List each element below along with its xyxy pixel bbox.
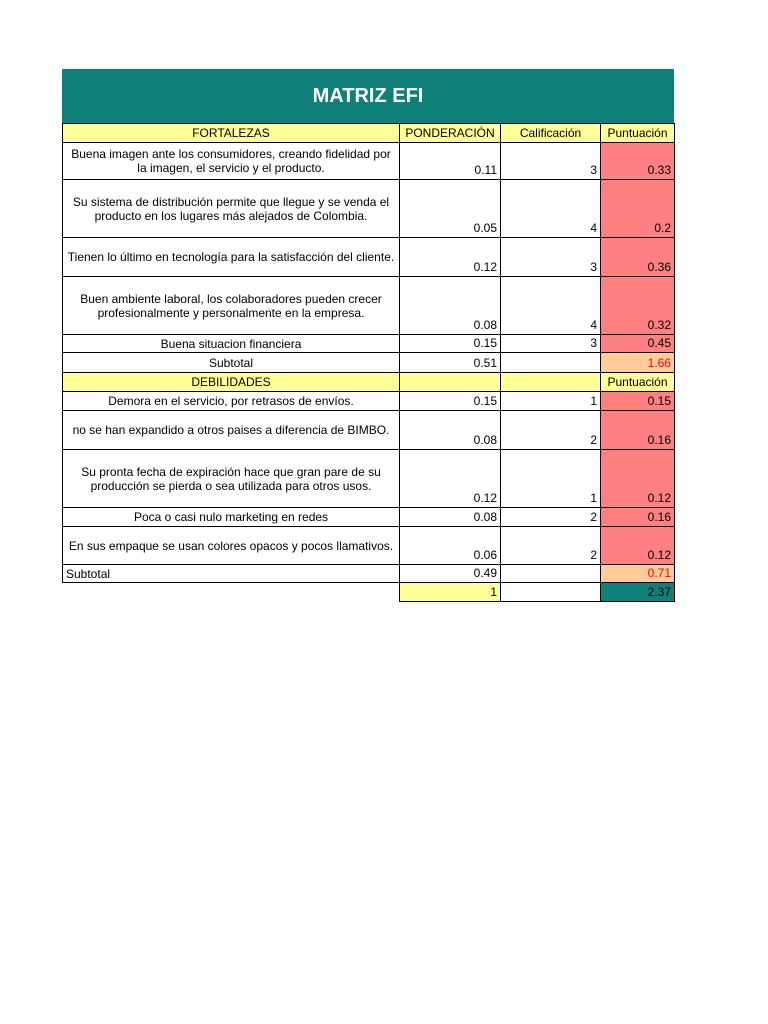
table-row [63,392,675,411]
fortaleza-calificacion: 4 [501,277,601,335]
fortaleza-calificacion: 3 [501,335,601,353]
table-row [63,335,675,353]
debilidad-calificacion: 2 [501,411,601,450]
debilidad-puntuacion: 0.16 [601,411,675,450]
table-row [63,277,675,335]
fortaleza-puntuacion: 0.32 [601,277,675,335]
subtotal-row [63,353,675,373]
fortaleza-desc: Buena imagen ante los consumidores, creando fidelidad por la imagen, el servicio y el producto. [63,143,400,180]
table-row [63,143,675,180]
subtotal-calificacion-empty [501,353,601,373]
fortaleza-calificacion: 3 [501,143,601,180]
debilidad-puntuacion: 0.12 [601,450,675,508]
header-debilidades: DEBILIDADES [63,373,400,392]
debilidad-calificacion: 2 [501,508,601,527]
matrix-title: MATRIZ EFI [62,69,674,123]
debilidad-puntuacion: 0.15 [601,392,675,411]
fortaleza-ponderacion: 0.05 [400,180,501,238]
debilidad-desc: no se han expandido a otros paises a diferencia de BIMBO. [63,411,400,450]
fortaleza-ponderacion: 0.11 [400,143,501,180]
header-puntuacion: Puntuación [601,124,675,143]
table-row [63,180,675,238]
debilidad-calificacion: 2 [501,527,601,565]
subtotal-puntuacion: 0.71 [601,565,675,583]
efi-table [62,123,675,602]
header-calificacion: Calificación [501,124,601,143]
debilidad-ponderacion: 0.08 [400,508,501,527]
table-row [63,450,675,508]
subtotal-puntuacion: 1.66 [601,353,675,373]
fortaleza-calificacion: 3 [501,238,601,277]
fortaleza-desc: Tienen lo último en tecnología para la satisfacción del cliente. [63,238,400,277]
debilidad-calificacion: 1 [501,392,601,411]
subtotal-calificacion-empty [501,565,601,583]
debilidad-ponderacion: 0.15 [400,392,501,411]
fortaleza-puntuacion: 0.45 [601,335,675,353]
debilidad-puntuacion: 0.16 [601,508,675,527]
debilidades-header-row [63,373,675,392]
table-row [63,411,675,450]
subtotal-label: Subtotal [63,353,400,373]
fortaleza-desc: Buena situacion financiera [63,335,400,353]
subtotal-ponderacion: 0.51 [400,353,501,373]
header-row [63,124,675,143]
total-row [63,583,675,602]
table-row [63,238,675,277]
header-puntuacion: Puntuación [601,373,675,392]
total-calificacion-empty [501,583,601,602]
header-empty [400,373,501,392]
efi-matrix [62,69,674,602]
fortaleza-ponderacion: 0.12 [400,238,501,277]
subtotal-label: Subtotal [63,565,400,583]
fortaleza-puntuacion: 0.33 [601,143,675,180]
total-puntuacion: 2.37 [601,583,675,602]
total-spacer [63,583,400,602]
debilidad-calificacion: 1 [501,450,601,508]
debilidad-desc: Su pronta fecha de expiración hace que gran pare de su producción se pierda o sea utilizada para otros usos. [63,450,400,508]
header-empty [501,373,601,392]
fortaleza-desc: Buen ambiente laboral, los colaboradores pueden crecer profesionalmente y personalmente en la empresa. [63,277,400,335]
debilidad-desc: En sus empaque se usan colores opacos y pocos llamativos. [63,527,400,565]
debilidad-desc: Demora en el servicio, por retrasos de envíos. [63,392,400,411]
fortaleza-ponderacion: 0.15 [400,335,501,353]
header-fortalezas: FORTALEZAS [63,124,400,143]
header-ponderacion: PONDERACIÓN [400,124,501,143]
table-row [63,508,675,527]
total-ponderacion: 1 [400,583,501,602]
fortaleza-calificacion: 4 [501,180,601,238]
table-row [63,527,675,565]
debilidad-puntuacion: 0.12 [601,527,675,565]
debilidad-desc: Poca o casi nulo marketing en redes [63,508,400,527]
subtotal-ponderacion: 0.49 [400,565,501,583]
debilidad-ponderacion: 0.06 [400,527,501,565]
subtotal-row [63,565,675,583]
fortaleza-puntuacion: 0.36 [601,238,675,277]
debilidad-ponderacion: 0.12 [400,450,501,508]
debilidad-ponderacion: 0.08 [400,411,501,450]
fortaleza-puntuacion: 0.2 [601,180,675,238]
fortaleza-ponderacion: 0.08 [400,277,501,335]
fortaleza-desc: Su sistema de distribución permite que llegue y se venda el producto en los lugares más alejados de Colombia. [63,180,400,238]
